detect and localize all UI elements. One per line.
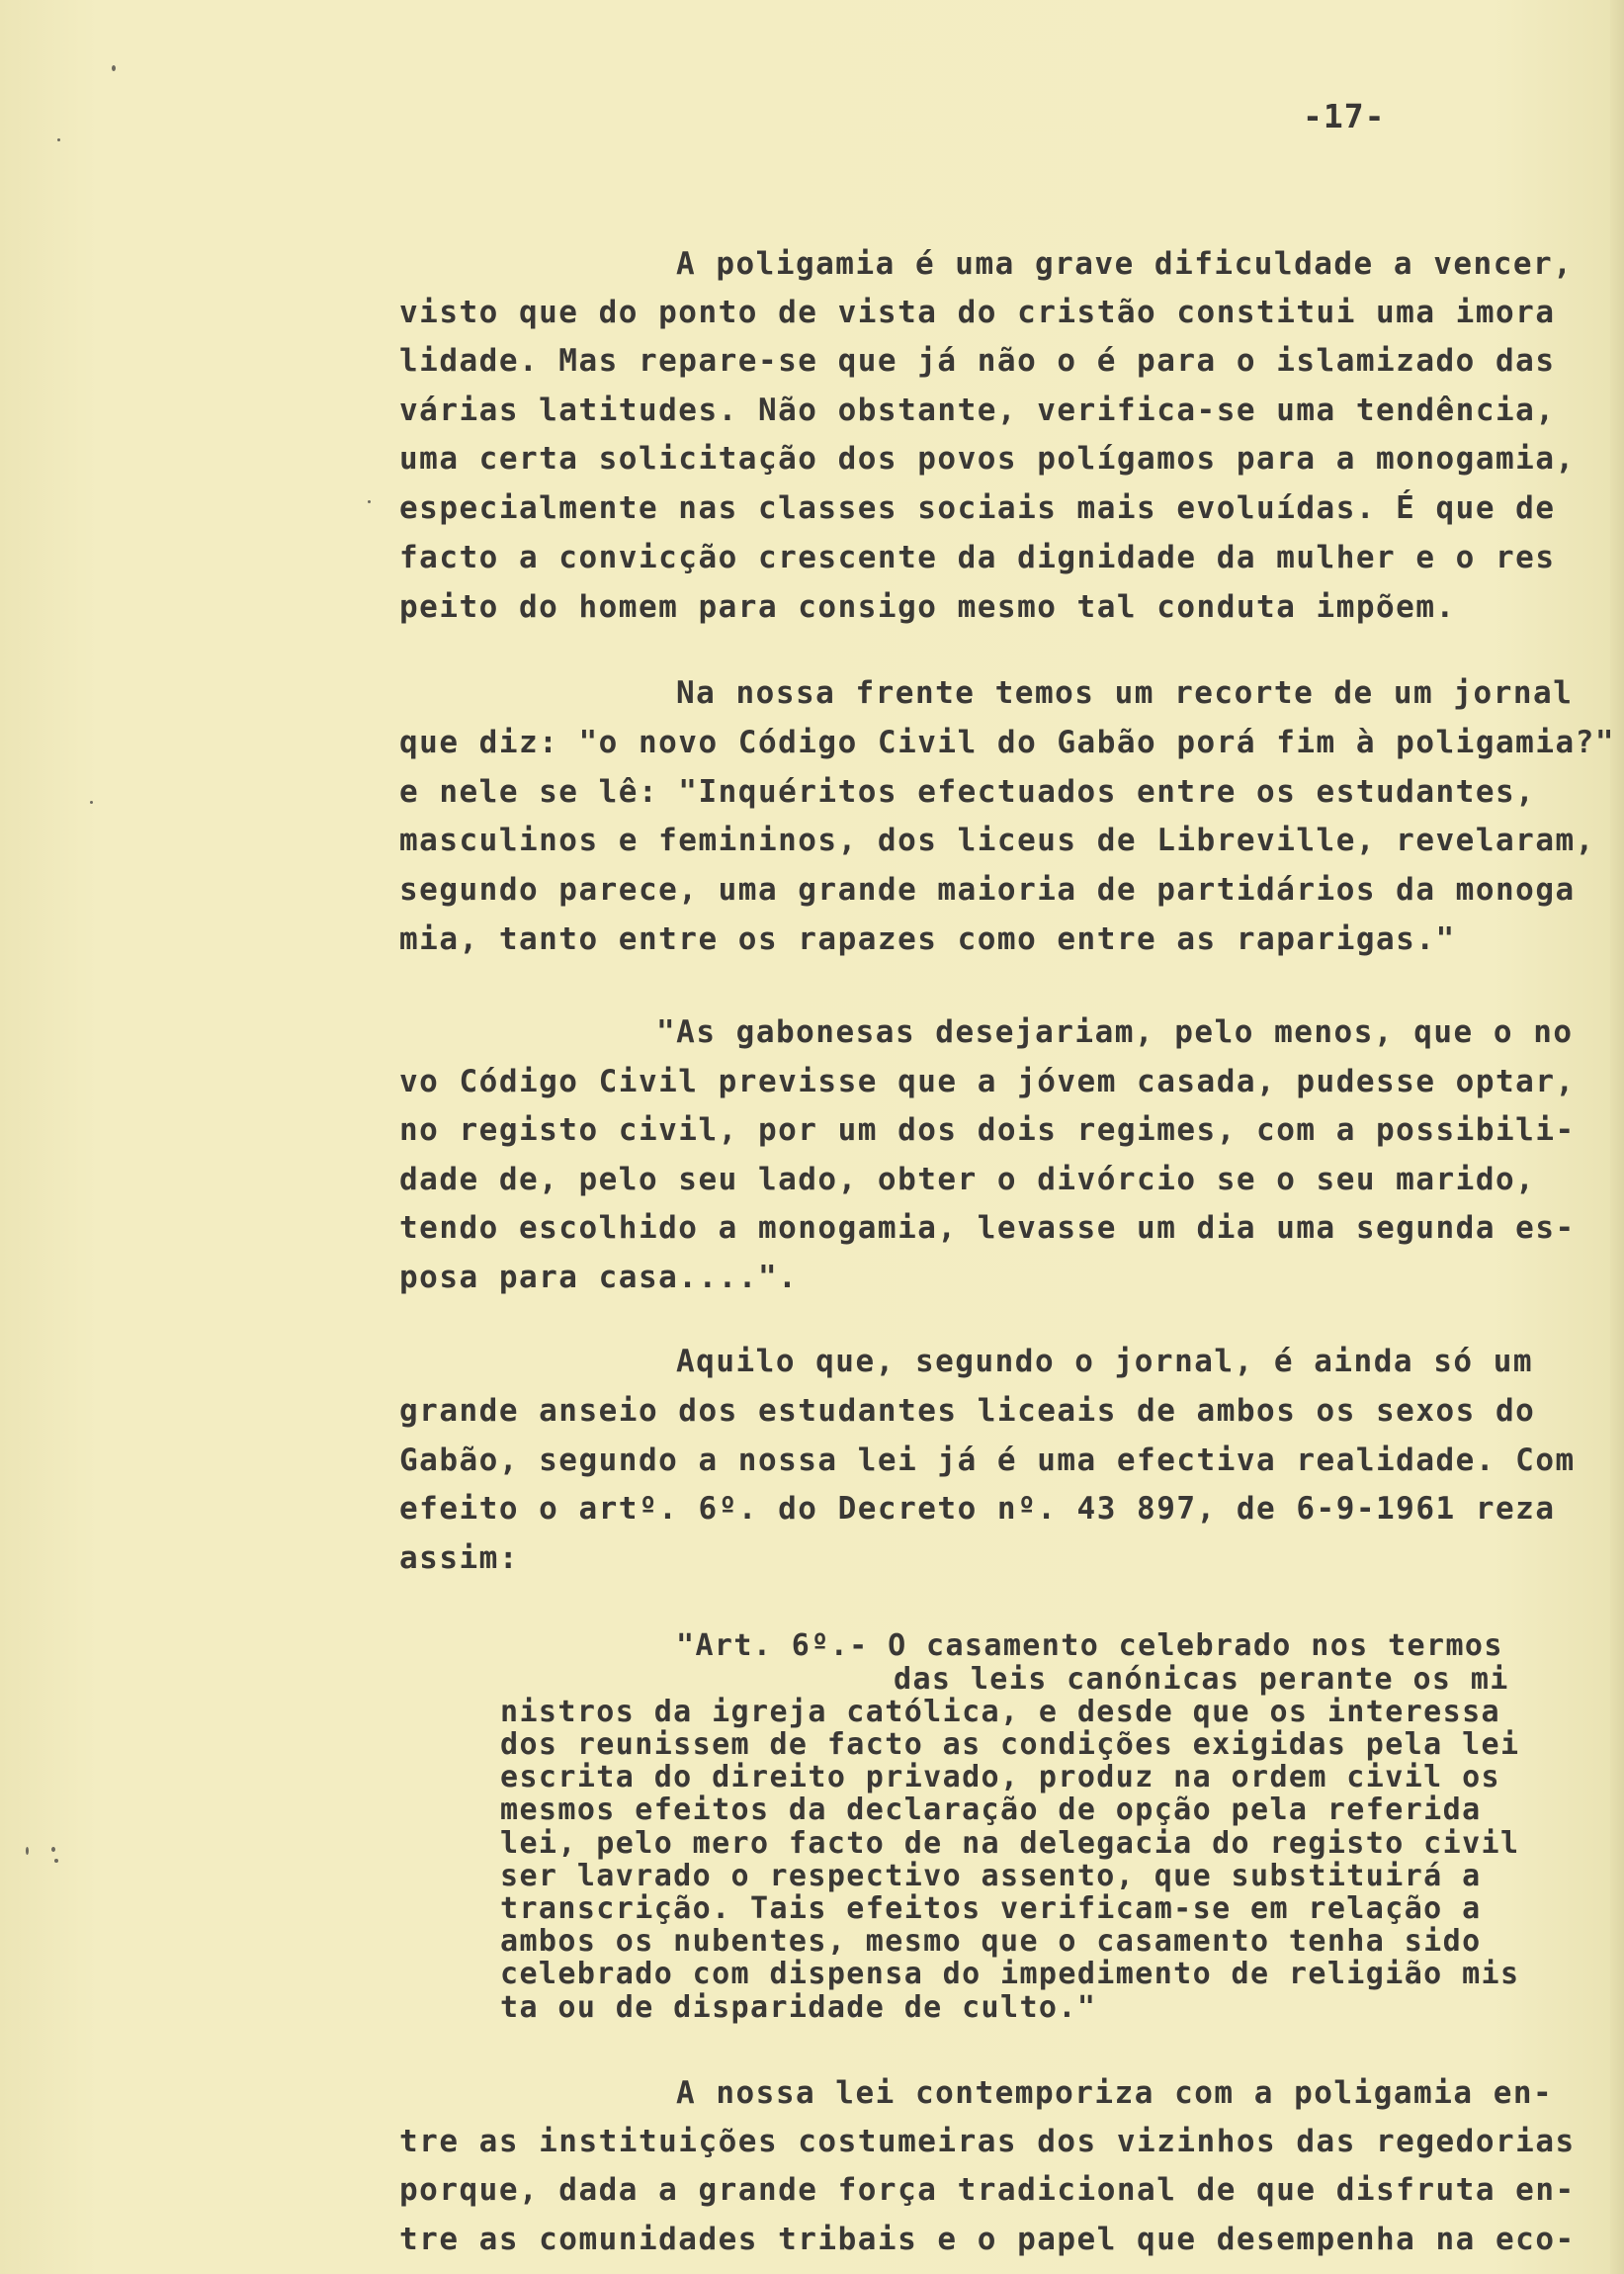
paragraph-4-line-5: assim: xyxy=(399,1540,519,1576)
paper-speck xyxy=(51,1847,55,1852)
paragraph-1-line-4: várias latitudes. Não obstante, verifica-se uma tendência, xyxy=(399,393,1556,428)
paragraph-1-line-6: especialmente nas classes sociais mais evoluídas. É que de xyxy=(399,490,1556,526)
paragraph-1-line-5: uma certa solicitação dos povos polígamos para a monogamia, xyxy=(399,441,1576,477)
quote-line-6: mesmos efeitos da declaração de opção pela referida xyxy=(500,1793,1482,1827)
paragraph-3-line-6: posa para casa....". xyxy=(399,1260,799,1295)
paragraph-1-line-3: lidade. Mas repare-se que já não o é para o islamizado das xyxy=(399,343,1556,379)
paragraph-1-line-2: visto que do ponto de vista do cristão constitui uma imora xyxy=(399,295,1556,330)
paper-speck xyxy=(112,65,116,71)
quote-line-7: lei, pelo mero facto de na delegacia do registo civil xyxy=(500,1826,1520,1861)
paragraph-2-line-6: mia, tanto entre os rapazes como entre as raparigas." xyxy=(399,921,1456,957)
paragraph-6-line-4: tre as comunidades tribais e o papel que desempenha na eco- xyxy=(399,2222,1576,2257)
paragraph-3-line-1: "As gabonesas desejariam, pelo menos, que o no xyxy=(656,1014,1574,1050)
paragraph-3-line-4: dade de, pelo seu lado, obter o divórcio se o seu marido, xyxy=(399,1162,1536,1197)
page-number: -17- xyxy=(1303,97,1386,135)
paragraph-1-line-7: facto a convicção crescente da dignidade da mulher e o res xyxy=(399,540,1556,575)
paragraph-2-line-1: Na nossa frente temos um recorte de um jornal xyxy=(676,675,1574,711)
paper-speck xyxy=(57,138,60,141)
quote-line-3: nistros da igreja católica, e desde que os interessa xyxy=(500,1695,1500,1729)
quote-line-2: das leis canónicas perante os mi xyxy=(894,1662,1509,1697)
quote-line-4: dos reunissem de facto as condições exigidas pela lei xyxy=(500,1727,1520,1762)
paragraph-3-line-2: vo Código Civil previsse que a jóvem casada, pudesse optar, xyxy=(399,1064,1576,1099)
quote-line-5: escrita do direito privado, produz na ordem civil os xyxy=(500,1760,1500,1794)
paper-speck xyxy=(26,1847,29,1855)
paper-speck xyxy=(90,801,93,804)
quote-line-10: ambos os nubentes, mesmo que o casamento tenha sido xyxy=(500,1924,1482,1959)
paragraph-3-line-3: no registo civil, por um dos dois regimes, com a possibili- xyxy=(399,1112,1576,1148)
paragraph-2-line-5: segundo parece, uma grande maioria de partidários da monoga xyxy=(399,872,1576,908)
paragraph-3-line-5: tendo escolhido a monogamia, levasse um dia uma segunda es- xyxy=(399,1210,1576,1246)
paragraph-6-line-1: A nossa lei contemporiza com a poligamia en- xyxy=(676,2075,1554,2111)
paragraph-4-line-1: Aquilo que, segundo o jornal, é ainda só um xyxy=(676,1344,1534,1379)
paragraph-6-line-3: porque, dada a grande força tradicional de que disfruta en- xyxy=(399,2172,1576,2208)
paragraph-1-line-8: peito do homem para consigo mesmo tal conduta impõem. xyxy=(399,589,1456,625)
paragraph-2-line-2: que diz: "o novo Código Civil do Gabão porá fim à poligamia?" xyxy=(399,725,1615,760)
quote-line-1: "Art. 6º.- O casamento celebrado nos termos xyxy=(676,1628,1503,1663)
paragraph-4-line-4: efeito o artº. 6º. do Decreto nº. 43 897, de 6-9-1961 reza xyxy=(399,1491,1556,1527)
paragraph-1-line-1: A poligamia é uma grave dificuldade a vencer, xyxy=(676,246,1574,282)
paper-edge xyxy=(1610,0,1624,2274)
paragraph-4-line-3: Gabão, segundo a nossa lei já é uma efectiva realidade. Com xyxy=(399,1443,1576,1478)
quote-line-8: ser lavrado o respectivo assento, que substituirá a xyxy=(500,1859,1482,1893)
paper-speck xyxy=(54,1859,58,1863)
paragraph-2-line-3: e nele se lê: "Inquéritos efectuados entre os estudantes, xyxy=(399,774,1536,810)
paragraph-2-line-4: masculinos e femininos, dos liceus de Libreville, revelaram, xyxy=(399,823,1595,858)
quote-line-9: transcrição. Tais efeitos verificam-se em relação a xyxy=(500,1891,1482,1926)
quote-line-12: ta ou de disparidade de culto." xyxy=(500,1990,1097,2025)
paper-speck xyxy=(368,500,371,503)
quote-line-11: celebrado com dispensa do impedimento de religião mis xyxy=(500,1957,1520,1991)
paragraph-6-line-2: tre as instituições costumeiras dos vizinhos das regedorias xyxy=(399,2124,1576,2159)
paragraph-4-line-2: grande anseio dos estudantes liceais de ambos os sexos do xyxy=(399,1393,1536,1429)
